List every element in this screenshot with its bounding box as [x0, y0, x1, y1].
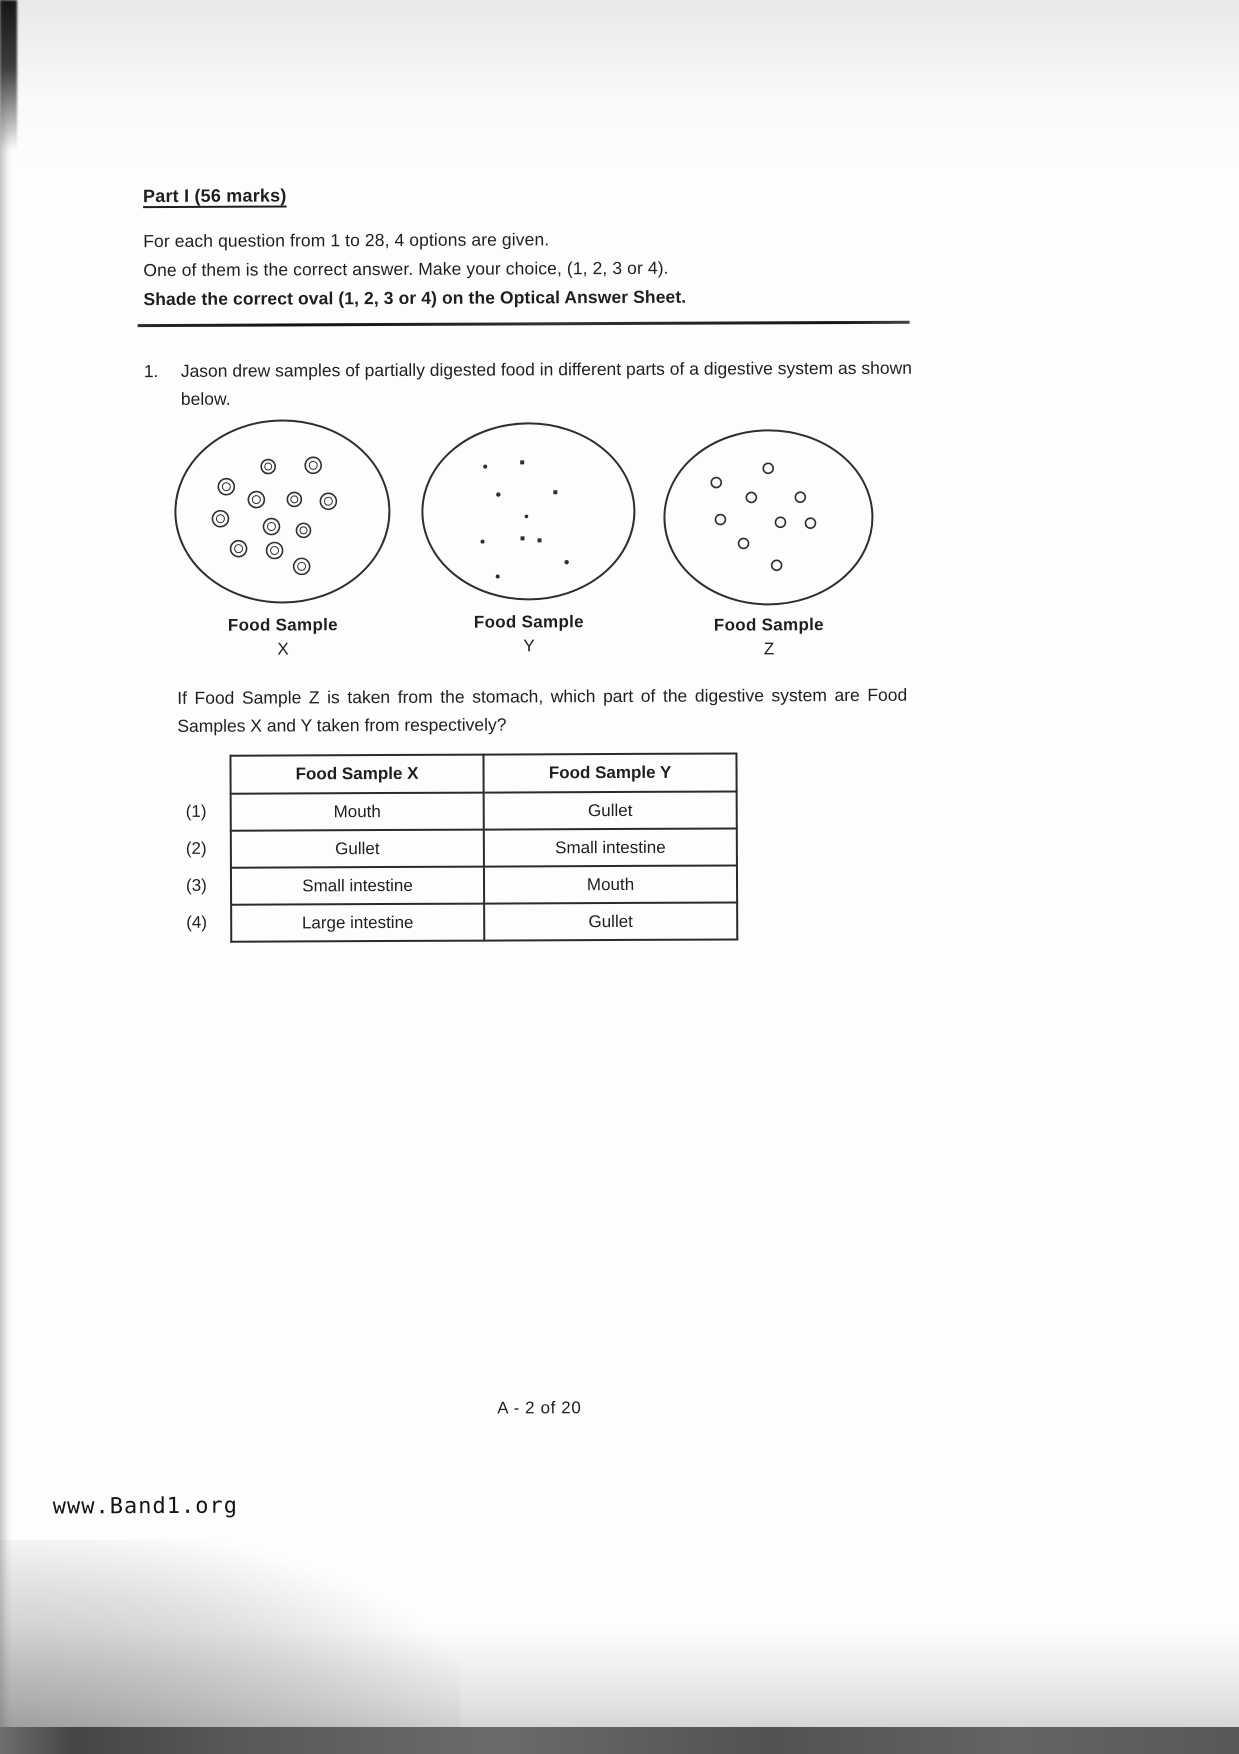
table-header-row	[230, 753, 736, 793]
petri-dish-y-drawing	[418, 420, 639, 605]
food-sample-y-letter: Y	[523, 636, 535, 656]
question-1	[144, 354, 914, 413]
table-cell-2-y: Small intestine	[484, 828, 737, 866]
options-table-wrap	[229, 752, 738, 942]
instruction-line-1: For each question from 1 to 28, 4 options are given.	[143, 229, 550, 252]
section-header: Part I (56 marks)	[142, 185, 287, 207]
question-stem: Jason drew samples of partially digested food in different parts of a digestive system as shown below.	[180, 357, 912, 409]
table-cell-4-x: Large intestine	[231, 904, 484, 942]
food-sample-x-letter: X	[277, 639, 289, 659]
petri-dish-z-drawing	[660, 427, 877, 608]
option-number-3: (3)	[185, 875, 207, 895]
option-number-1: (1)	[185, 801, 207, 821]
table-row	[231, 902, 737, 941]
instructions-block	[143, 224, 863, 314]
instruction-line-3: Shade the correct oval (1, 2, 3 or 4) on the Optical Answer Sheet.	[143, 286, 687, 310]
food-sample-y-figure	[418, 420, 639, 657]
table-cell-1-y: Gullet	[484, 791, 737, 829]
food-sample-x-label: Food Sample	[227, 615, 338, 635]
petri-dish-x-drawing	[170, 417, 395, 608]
table-header-sample-y: Food Sample Y	[483, 753, 736, 792]
question-number: 1.	[143, 361, 159, 382]
food-sample-z-label: Food Sample	[713, 615, 824, 635]
table-row	[231, 865, 737, 904]
table-cell-4-y: Gullet	[484, 902, 737, 940]
table-row	[231, 791, 737, 830]
table-header-sample-x: Food Sample X	[230, 755, 483, 794]
food-sample-z-letter: Z	[763, 639, 775, 659]
question-prompt: If Food Sample Z is taken from the stomach, which part of the digestive system are Food Samples X and Y taken from respectively?	[177, 684, 908, 736]
food-sample-y-label: Food Sample	[473, 612, 584, 632]
options-table	[229, 752, 738, 942]
table-cell-2-x: Gullet	[231, 830, 484, 868]
table-cell-3-y: Mouth	[484, 865, 737, 903]
food-sample-z-figure	[660, 427, 877, 660]
option-number-2: (2)	[185, 838, 207, 858]
option-number-4: (4)	[186, 912, 208, 932]
watermark: www.Band1.org	[52, 1493, 238, 1520]
table-cell-3-x: Small intestine	[231, 867, 484, 905]
food-sample-x-figure	[170, 417, 395, 660]
divider-rule	[138, 321, 910, 327]
page-number: A - 2 of 20	[497, 1398, 582, 1418]
instruction-line-2: One of them is the correct answer. Make your choice, (1, 2, 3 or 4).	[143, 257, 669, 281]
table-row	[231, 828, 737, 867]
table-cell-1-x: Mouth	[231, 793, 484, 831]
